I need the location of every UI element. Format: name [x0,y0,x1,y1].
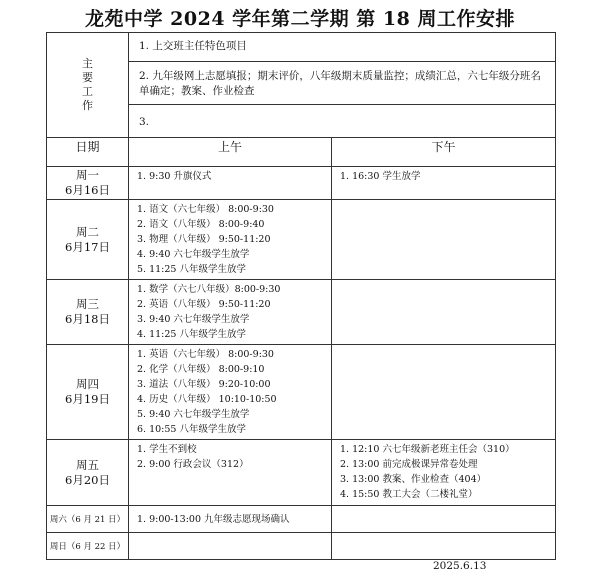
page-title: 龙苑中学 2024 学年第二学期 第 18 周工作安排 [85,8,515,30]
day-date: 6月16日 [65,183,110,197]
list-item: 1. 英语（六七年级） 8:00-9:30 [137,349,274,360]
list-item: 1. 16:30 学生放学 [340,171,421,182]
list-item: 5. 11:25 八年级学生放学 [137,264,246,275]
am-cell [129,167,332,200]
day-cell [47,440,129,506]
sunday-am [129,533,332,560]
day-cell [47,200,129,280]
pm-cell [332,167,556,200]
am-cell [129,280,332,345]
list-item: 4. 9:40 六七年级学生放学 [137,249,250,260]
day-row [47,440,556,506]
list-item: 4. 11:25 八年级学生放学 [137,329,246,340]
pm-cell [332,200,556,280]
day-row [47,280,556,345]
saturday-label: 周六（6 月 21 日） [47,506,129,533]
saturday-pm [332,506,556,533]
list-item: 1. 语文（六七年级） 8:00-9:30 [137,204,274,215]
main-work-item-2: 2. 九年级网上志愿填报；期末评价，八年级期末质量监控；成绩汇总，六七年级分班名单确定；教案、作业检查 [129,62,556,105]
list-item: 2. 化学（八年级） 8:00-9:10 [137,364,265,375]
footer-date: 2025.6.13 [433,560,487,572]
day-name: 周二 [76,224,99,239]
list-item: 1. 9:30 升旗仪式 [137,171,212,182]
day-date: 6月19日 [65,392,110,406]
header-am: 上午 [129,138,332,167]
list-item: 4. 历史（八年级） 10:10-10:50 [137,394,277,405]
list-item: 6. 10:55 八年级学生放学 [137,424,246,435]
day-cell [47,167,129,200]
day-name: 周四 [76,377,99,391]
list-item: 3. 物理（八年级） 9:50-11:20 [137,234,271,245]
list-item: 2. 13:00 前完成极课异常卷处理 [340,459,478,470]
saturday-am: 1. 9:00-13:00 九年级志愿现场确认 [129,506,332,533]
day-row [47,200,556,280]
list-item: 5. 9:40 六七年级学生放学 [137,409,250,420]
list-item: 1. 数学（六七八年级）8:00-9:30 [137,284,281,295]
am-cell [129,200,332,280]
day-row [47,345,556,440]
day-name: 周一 [76,168,99,182]
day-cell [47,345,129,440]
weekend-row [47,533,556,560]
day-cell [47,280,129,345]
list-item: 1. 12:10 六七年级新老班主任会（310） [340,444,515,455]
day-date: 6月20日 [65,472,110,487]
list-item: 1. 学生不到校 [137,444,197,455]
pm-cell [332,345,556,440]
list-item: 2. 9:00 行政会议（312） [137,459,249,470]
am-cell [129,345,332,440]
sunday-label: 周日（6 月 22 日） [47,533,129,560]
list-item: 3. 13:00 教案、作业检查（404） [340,474,487,485]
list-item: 3. 道法（八年级） 9:20-10:00 [137,379,271,390]
main-work-label-text: 主要工作 [82,57,93,112]
day-name: 周五 [76,457,99,472]
pm-cell [332,440,556,506]
list-item: 3. 9:40 六七年级学生放学 [137,314,250,325]
list-item: 2. 英语（八年级） 9:50-11:20 [137,299,271,310]
am-cell [129,440,332,506]
header-date: 日期 [47,138,129,167]
day-date: 6月17日 [65,239,110,254]
main-work-label [47,33,129,138]
sunday-pm [332,533,556,560]
main-work-item-3: 3. [129,105,556,138]
header-pm: 下午 [332,138,556,167]
list-item: 4. 15:50 教工大会（二楼礼堂） [340,489,478,500]
main-work-item-1: 1. 上交班主任特色项目 [129,33,556,62]
weekend-row [47,506,556,533]
list-item: 2. 语文（八年级） 8:00-9:40 [137,219,265,230]
day-row [47,167,556,200]
pm-cell [332,280,556,345]
day-date: 6月18日 [65,312,110,326]
day-name: 周三 [76,297,99,311]
schedule-table [46,32,556,560]
